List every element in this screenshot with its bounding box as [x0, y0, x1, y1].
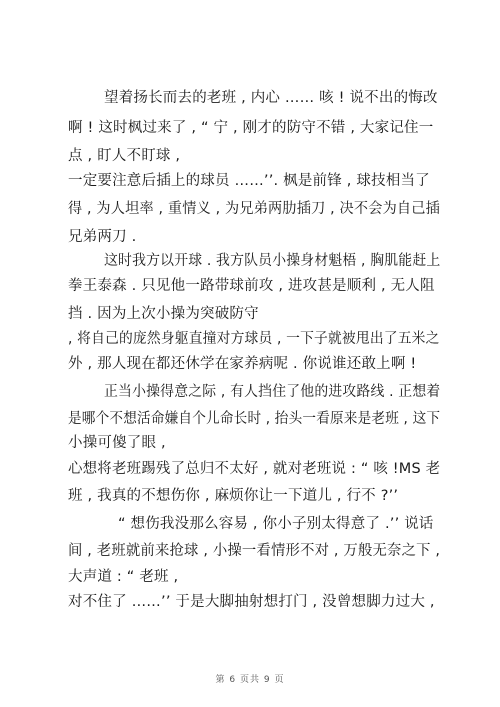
text-line: 正当小操得意之际 , 有人挡住了他的进攻路线 . 正想着 [104, 384, 441, 400]
text-line: 得 , 为人坦率 , 重情义 , 为兄弟两肋插刀 , 决不会为自己插 [68, 201, 440, 217]
text-line: “ 想伤我没那么容易 , 你小子别太得意了 .’’ 说话 [118, 516, 434, 532]
text-line: 间 , 老班就前来抢球 , 小操一看情形不对 , 万般无奈之下 , [68, 543, 441, 559]
text-line: 望着扬长而去的老班 , 内心 …… 咳 ! 说不出的悔改 [104, 90, 438, 106]
text-line: 班 , 我真的不想伤你 , 麻烦你让一下道儿 , 行不 ?’’ [68, 488, 399, 504]
text-line: 兄弟两刀 . [68, 229, 137, 245]
text-line: 一定要注意后插上的球员 ……’’. 枫是前锋 , 球技相当了 [68, 173, 430, 189]
text-line: 挡 . 因为上次小操为突破防守 [68, 306, 259, 322]
text-line: 大声道 : “ 老班 , [68, 569, 179, 585]
text-line: 小操可傻了眼 , [68, 435, 166, 451]
text-line: 啊 ! 这时枫过来了 , “ 宁 , 刚才的防守不错 , 大家记住一 [68, 120, 434, 136]
text-line: 对不住了 ……’’ 于是大脚抽射想打门 , 没曾想脚力过大 , [68, 594, 435, 610]
text-line: 拳王泰森 . 只见他一路带球前攻 , 进攻甚是顺利 , 无人阻 [68, 278, 435, 294]
text-line: 外 , 那人现在都还休学在家养病呢 . 你说谁还敢上啊 ! [68, 356, 417, 372]
text-line: 这时我方以开球 . 我方队员小操身材魁梧 , 胸肌能赶上 [104, 253, 441, 269]
page-number: 第 6 页共 9 页 [215, 675, 285, 685]
text-line: 心想将老班踢残了总归不太好 , 就对老班说 : “ 咳 !MS 老 [68, 461, 441, 477]
text-line: , 将自己的庞然身躯直撞对方球员 , 一下子就被甩出了五米之 [68, 331, 440, 347]
text-line: 点 , 盯人不盯球 , [68, 148, 181, 164]
text-line: 是哪个不想活命嫌自个儿命长时 , 抬头一看原来是老班 , 这下 [68, 411, 441, 427]
